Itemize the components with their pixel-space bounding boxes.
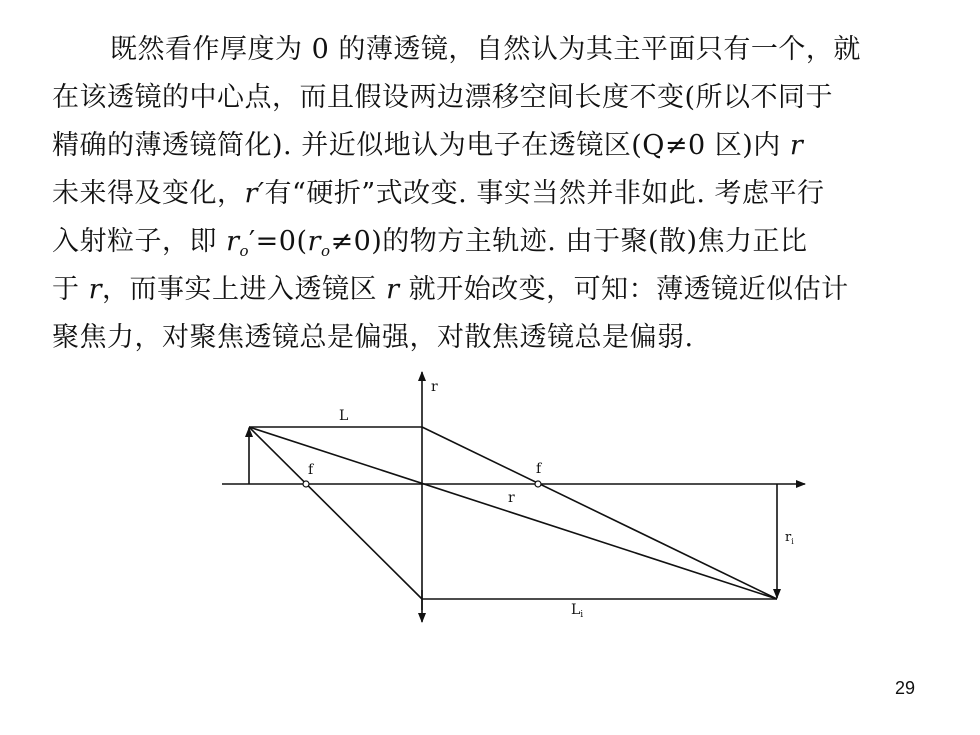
ray-central	[249, 427, 777, 599]
text-line-3-part-a: 精确的薄透镜简化). 并近似地认为电子在透镜区(Q≠0 区)内	[52, 130, 790, 161]
label-Li-sub: i	[580, 610, 584, 620]
var-r0-second: r	[307, 226, 321, 257]
var-r: r	[789, 130, 804, 161]
label-f-left: f	[308, 462, 314, 478]
label-f-right: f	[536, 461, 542, 477]
label-Li-main: L	[571, 602, 581, 618]
var-r-line6: r	[88, 274, 103, 305]
text-line-5-part-b: ′=0(	[249, 226, 308, 257]
label-ri-main: r	[785, 530, 792, 545]
label-ri	[785, 530, 794, 546]
text-line-7: 聚焦力，对聚焦透镜总是偏强，对散焦透镜总是偏弱.	[52, 322, 694, 353]
text-line-5-part-a: 入射粒子，即	[52, 226, 227, 257]
label-Li	[571, 602, 583, 620]
var-r-line6-second: r	[386, 274, 400, 305]
text-line-2: 在该透镜的中心点，而且假设两边漂移空间长度不变(所以不同于	[52, 82, 834, 113]
text-line-6-part-b: ，而事实上进入透镜区	[102, 274, 387, 305]
text-line-4-part-b: 有“硬折”式改变. 事实当然并非如此. 考虑平行	[264, 178, 825, 209]
label-ri-sub: i	[791, 537, 794, 546]
ray-through-focus	[422, 427, 777, 599]
text-line-4-part-a: 未来得及变化，	[52, 178, 245, 209]
text-line-1: 既然看作厚度为 0 的薄透镜，自然认为其主平面只有一个，就	[110, 34, 861, 65]
var-r0: r	[226, 226, 240, 257]
label-r-axis: r	[431, 379, 438, 395]
page-number: 29	[895, 678, 916, 698]
ray-focus-object	[249, 427, 422, 599]
focal-point-right	[535, 481, 541, 487]
focal-point-left	[303, 481, 309, 487]
text-line-6-part-c: 就开始改变，可知：薄透镜近似估计	[399, 274, 849, 305]
label-r-ray: r	[508, 490, 515, 506]
text-line-5-part-c: ≠0)的物方主轨迹. 由于聚(散)焦力正比	[330, 226, 808, 257]
var-r-prime: r′	[244, 178, 265, 209]
label-L: L	[339, 408, 349, 424]
subscript-o: o	[239, 242, 250, 260]
text-line-6-part-a: 于	[52, 274, 89, 305]
subscript-o-second: o	[320, 242, 331, 260]
